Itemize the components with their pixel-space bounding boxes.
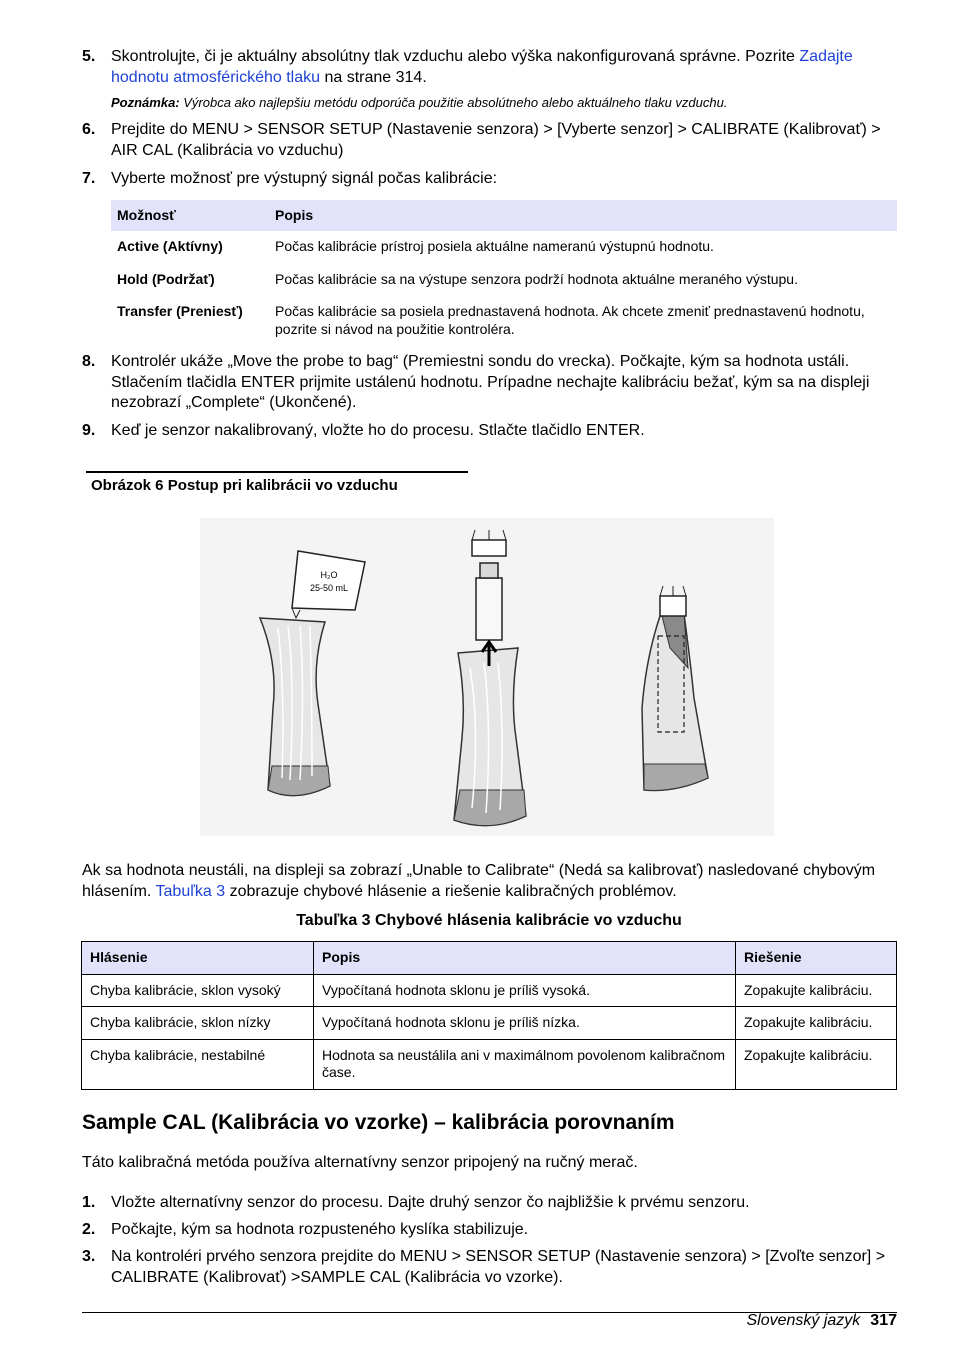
step-text — [111, 47, 902, 88]
water-cup — [292, 551, 365, 618]
figure-rule — [86, 471, 468, 473]
step-number: 2. — [82, 1221, 96, 1238]
option-description: Počas kalibrácie sa na výstupe senzora podrží hodnota aktuálne meraného výstupu. — [275, 270, 798, 287]
figure-title: Obrázok 6 Postup pri kalibrácii vo vzduchu — [91, 477, 398, 494]
options-table — [111, 200, 897, 346]
note-text: Výrobca ako najlepšiu metódu odporúča použitie absolútneho alebo aktuálneho tlaku vzduchu. — [179, 95, 728, 110]
error-table-caption: Tabuľka 3 Chybové hlásenia kalibrácie vo vzduchu — [296, 912, 682, 929]
table-3-link[interactable]: Tabuľka 3 — [155, 883, 226, 900]
step-number: 7. — [82, 170, 96, 187]
error-solution: Zopakujte kalibráciu. — [736, 974, 897, 1007]
step-number: 6. — [82, 121, 96, 138]
footer-language: Slovenský jazyk — [746, 1312, 861, 1329]
table-row — [111, 231, 897, 264]
step-text: Vložte alternatívny senzor do procesu. Dajte druhý senzor čo najbližšie k prvému senzoru. — [111, 1194, 750, 1211]
page-number: 317 — [870, 1312, 897, 1329]
step-text: Keď je senzor nakalibrovaný, vložte ho do procesu. Stlačte tlačidlo ENTER. — [111, 422, 645, 439]
atmospheric-pressure-link[interactable]: Zadajte hodnotu atmosférického tlaku — [111, 48, 853, 86]
table-row — [82, 974, 897, 1007]
page-footer — [746, 1312, 897, 1330]
step-text: Vyberte možnosť pre výstupný signál počas kalibrácie: — [111, 170, 498, 187]
option-name: Transfer (Preniesť) — [117, 303, 243, 319]
error-description: Hodnota sa neustálila ani v maximálnom povolenom kalibračnom čase. — [314, 1039, 736, 1089]
step-text-pre: Skontrolujte, či je aktuálny absolútny tlak vzduchu alebo výška nakonfigurovaná správne. Pozrite — [111, 48, 800, 65]
step-number: 3. — [82, 1248, 96, 1265]
option-name: Hold (Podržať) — [117, 270, 215, 287]
step-text: Počkajte, kým sa hodnota rozpusteného kyslíka stabilizuje. — [111, 1221, 529, 1238]
table-row — [82, 1039, 897, 1089]
step-number: 1. — [82, 1194, 96, 1211]
step-number: 5. — [82, 48, 96, 65]
cup-label-water: H₂O — [320, 570, 338, 580]
option-name: Active (Aktívny) — [117, 238, 223, 254]
error-message: Chyba kalibrácie, sklon nízky — [82, 1007, 314, 1040]
error-message: Chyba kalibrácie, sklon vysoký — [82, 974, 314, 1007]
error-header-message: Hlásenie — [82, 942, 314, 975]
air-calibration-illustration — [200, 518, 774, 836]
step-text: Na kontroléri prvého senzora prejdite do MENU > SENSOR SETUP (Nastavenie senzora) > [Zvoľte senzor] > CALIBRATE (Kalibrovať) >SAMPLE CAL (Kalibrácia vo vzorke). — [111, 1248, 886, 1286]
section-intro: Táto kalibračná metóda používa alternatívny senzor pripojený na ručný merač. — [82, 1154, 638, 1171]
error-message: Chyba kalibrácie, nestabilné — [82, 1039, 314, 1089]
paragraph-text-pre: Ak sa hodnota neustáli, na displeji sa zobrazí „Unable to Calibrate“ (Nedá sa kalibrovať) nasledované chybovým hlásením. — [82, 862, 876, 900]
cup-label-volume: 25-50 mL — [309, 583, 349, 593]
paragraph-text-post: zobrazuje chybové hlásenie a riešenie kalibračných problémov. — [225, 883, 677, 900]
options-header-description: Popis — [269, 200, 897, 231]
error-solution: Zopakujte kalibráciu. — [736, 1007, 897, 1040]
table-row — [111, 296, 897, 346]
section-heading: Sample CAL (Kalibrácia vo vzorke) – kalibrácia porovnaním — [82, 1111, 675, 1134]
options-header-option: Možnosť — [111, 200, 269, 231]
option-description: Počas kalibrácie sa posiela prednastavená hodnota. Ak chcete zmeniť prednastavenú hodnotu, pozrite si návod na použitie kontroléra. — [275, 303, 865, 337]
step-number: 9. — [82, 422, 96, 439]
error-header-solution: Riešenie — [736, 942, 897, 975]
error-description: Vypočítaná hodnota sklonu je príliš nízka. — [314, 1007, 736, 1040]
error-header-description: Popis — [314, 942, 736, 975]
option-description: Počas kalibrácie prístroj posiela aktuálne nameranú výstupnú hodnotu. — [275, 238, 714, 254]
unstable-paragraph — [82, 860, 902, 902]
step-text-post: na strane 314. — [320, 68, 427, 86]
step-number: 8. — [82, 353, 96, 370]
error-table — [81, 941, 897, 1090]
table-row — [82, 1007, 897, 1040]
note-label: Poznámka: — [111, 95, 180, 110]
error-solution: Zopakujte kalibráciu. — [736, 1039, 897, 1089]
table-row — [111, 264, 897, 297]
error-description: Vypočítaná hodnota sklonu je príliš vysoká. — [314, 974, 736, 1007]
note — [111, 95, 727, 110]
step-text: Kontrolér ukáže „Move the probe to bag“ (Premiestni sondu do vrecka). Počkajte, kým sa hodnota ustáli. Stlačením tlačidla ENTER prijmite ustálenú hodnotu. Prípadne nechajte kalibráciu bežať, kým sa na displeji nezobrazí „Complete“ (Ukončené). — [111, 353, 870, 411]
step-text: Prejdite do MENU > SENSOR SETUP (Nastavenie senzora) > [Vyberte senzor] > CALIBRATE (Kalibrovať) > AIR CAL (Kalibrácia vo vzduchu) — [111, 121, 881, 159]
